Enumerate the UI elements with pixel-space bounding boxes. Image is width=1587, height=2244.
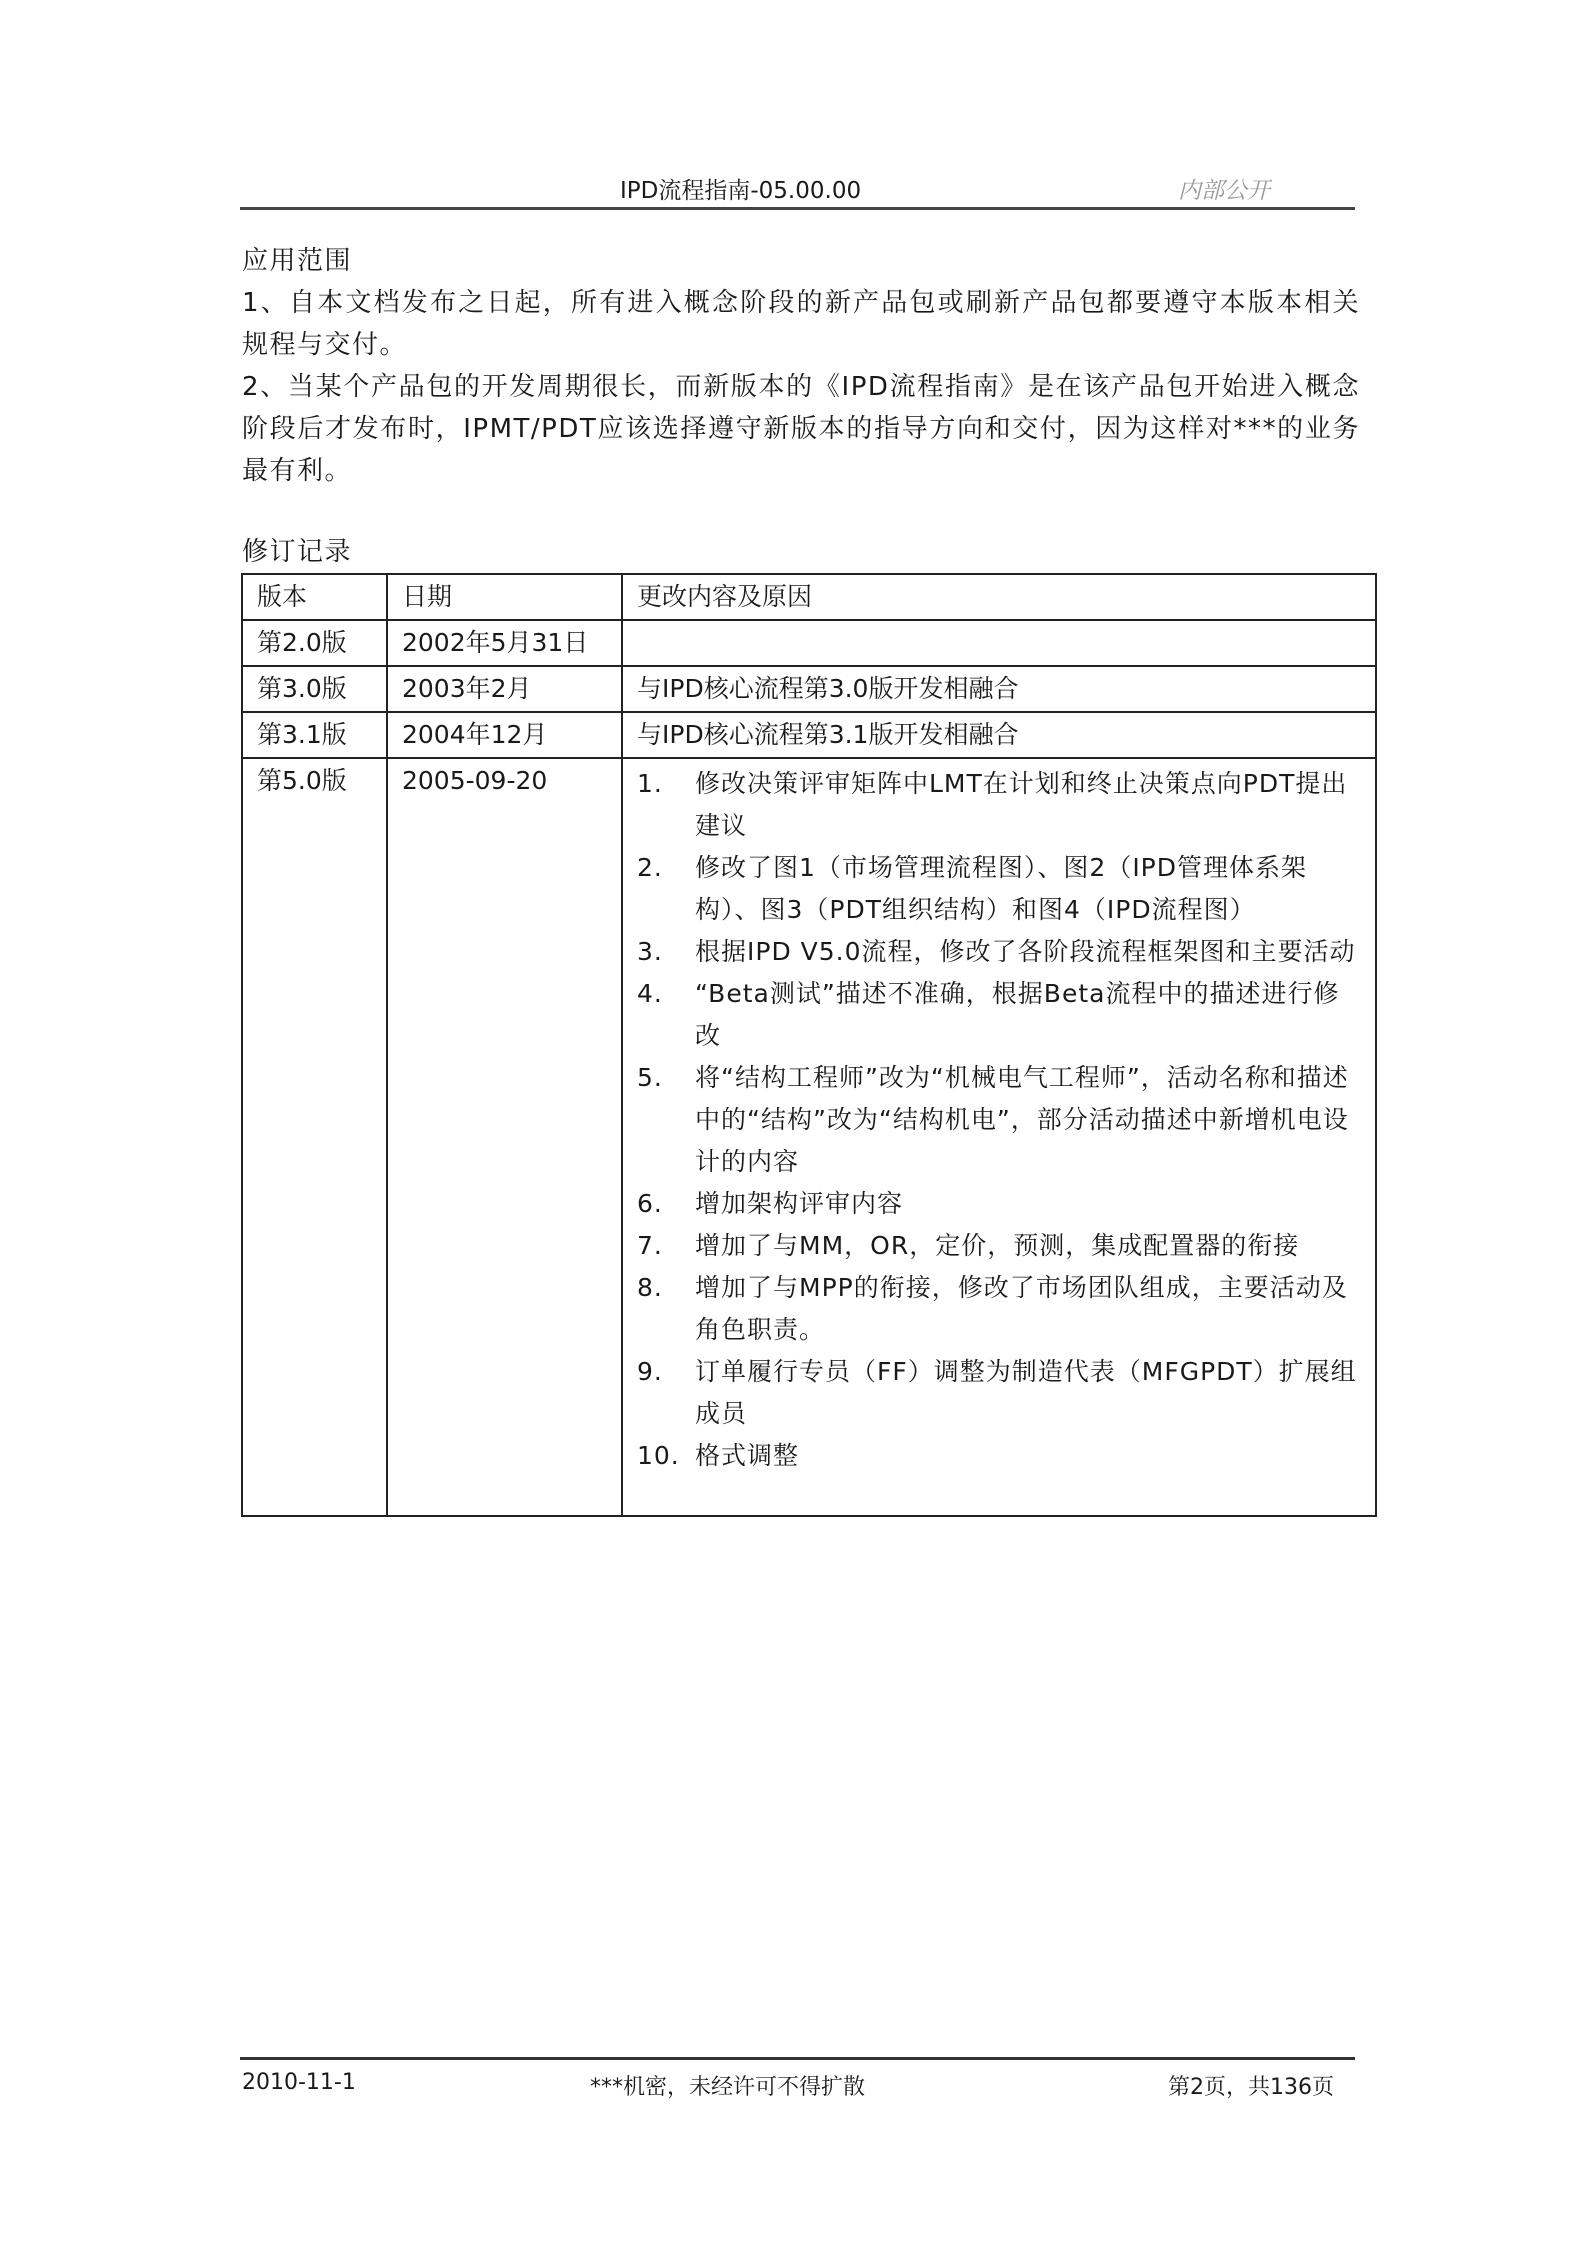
scope-item: 1、自本文档发布之日起，所有进入概念阶段的新产品包或刷新产品包都要遵守本版本相关规程与交付。 [242, 288, 1360, 360]
change-number: 1. [637, 769, 663, 798]
change-text: 修改了图1（市场管理流程图）、图2（IPD管理体系架构）、图3（PDT组织结构）和图4（IPD流程图） [695, 853, 1308, 924]
version-cell: 第3.1版 [242, 712, 387, 758]
date-cell: 2005-09-20 [387, 758, 622, 1516]
table-row [242, 712, 1376, 758]
revision-table [241, 573, 1377, 1517]
change-text: “Beta测试”描述不准确，根据Beta流程中的描述进行修改 [695, 979, 1340, 1050]
version-cell: 第3.0版 [242, 666, 387, 712]
header-title: IPD流程指南-05.00.00 [620, 178, 862, 204]
footer-confidential: ***机密，未经许可不得扩散 [590, 2075, 866, 2100]
change-item [637, 847, 1361, 931]
date-cell: 2003年2月 [387, 666, 622, 712]
version-cell: 第5.0版 [242, 758, 387, 1516]
revision-heading: 修订记录 [242, 537, 353, 567]
scope-heading: 应用范围 [242, 246, 353, 276]
change-number: 5. [637, 1063, 663, 1092]
change-text: 将“结构工程师”改为“机械电气工程师”，活动名称和描述中的“结构”改为“结构机电”，部分活动描述中新增机电设计的内容 [695, 1063, 1349, 1176]
change-list [637, 763, 1361, 1477]
header-divider [240, 207, 1355, 210]
table-header-row [242, 574, 1376, 620]
change-item [637, 763, 1361, 847]
change-number: 3. [637, 937, 663, 966]
change-text: 订单履行专员（FF）调整为制造代表（MFGPDT）扩展组成员 [695, 1357, 1357, 1428]
change-text: 根据IPD V5.0流程，修改了各阶段流程框架图和主要活动 [695, 937, 1356, 966]
change-number: 10. [637, 1441, 680, 1470]
change-item [637, 1351, 1361, 1435]
change-text: 修改决策评审矩阵中LMT在计划和终止决策点向PDT提出建议 [695, 769, 1348, 840]
table-row [242, 758, 1376, 1516]
table-row [242, 666, 1376, 712]
version-cell: 第2.0版 [242, 620, 387, 666]
change-text: 增加了与MPP的衔接，修改了市场团队组成，主要活动及角色职责。 [695, 1273, 1348, 1344]
change-item [637, 1183, 1361, 1225]
footer-page-number: 第2页，共136页 [1168, 2075, 1334, 2100]
change-item [637, 1225, 1361, 1267]
table-row [242, 620, 1376, 666]
change-item [637, 973, 1361, 1057]
column-header: 版本 [242, 574, 387, 620]
change-number: 6. [637, 1189, 663, 1218]
change-cell: 与IPD核心流程第3.1版开发相融合 [622, 712, 1376, 758]
footer-divider [240, 2057, 1355, 2060]
change-item [637, 1267, 1361, 1351]
footer-date: 2010-11-1 [242, 2070, 356, 2095]
change-item [637, 931, 1361, 973]
change-number: 4. [637, 979, 663, 1008]
change-number: 9. [637, 1357, 663, 1386]
column-header: 日期 [387, 574, 622, 620]
change-text: 格式调整 [695, 1441, 800, 1470]
change-item [637, 1435, 1361, 1477]
header-classification: 内部公开 [1178, 178, 1270, 204]
date-cell: 2004年12月 [387, 712, 622, 758]
change-cell [622, 620, 1376, 666]
change-text: 增加架构评审内容 [695, 1189, 904, 1218]
column-header: 更改内容及原因 [622, 574, 1376, 620]
change-text: 增加了与MM，OR，定价，预测，集成配置器的衔接 [695, 1231, 1300, 1260]
change-cell [622, 758, 1376, 1516]
change-number: 2. [637, 853, 663, 882]
change-number: 8. [637, 1273, 663, 1302]
change-number: 7. [637, 1231, 663, 1260]
change-cell: 与IPD核心流程第3.0版开发相融合 [622, 666, 1376, 712]
date-cell: 2002年5月31日 [387, 620, 622, 666]
change-item [637, 1057, 1361, 1183]
scope-item: 2、当某个产品包的开发周期很长，而新版本的《IPD流程指南》是在该产品包开始进入概念阶段后才发布时，IPMT/PDT应该选择遵守新版本的指导方向和交付，因为这样对***的业务最有利。 [242, 372, 1360, 486]
